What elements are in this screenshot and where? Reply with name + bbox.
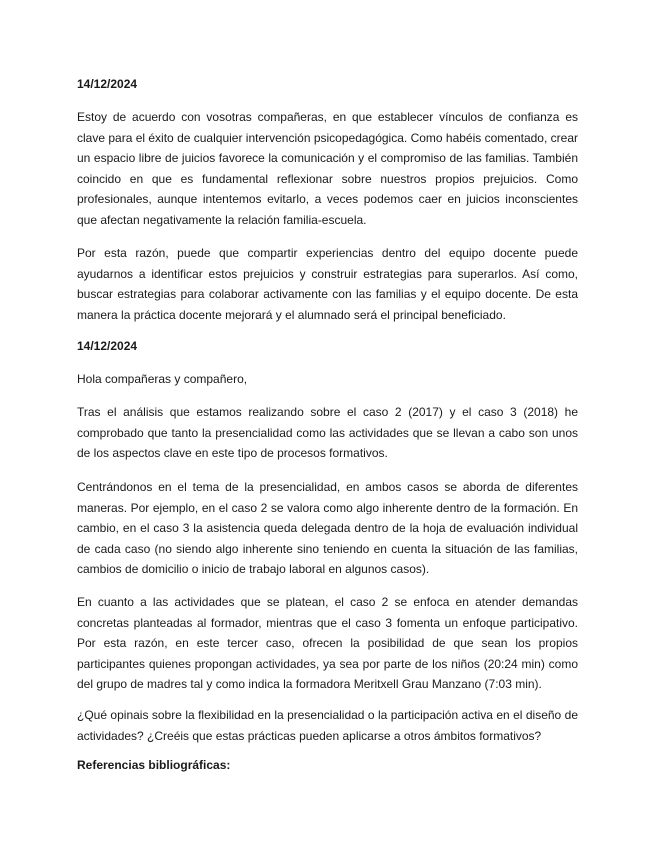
entry-2-date: 14/12/2024 xyxy=(77,339,138,353)
entry-2-paragraph-4: ¿Qué opinais sobre la flexibilidad en la presencialidad o la participación activa en el diseño de actividades? ¿Creéis que estas prácticas pueden aplicarse a otros ámbitos formativos? xyxy=(77,708,578,743)
references-heading: Referencias bibliográficas: xyxy=(77,758,231,772)
entry-1-paragraph-1: Estoy de acuerdo con vosotras compañeras, en que establecer vínculos de confianza es clave para el éxito de cualquier intervención psicopedagógica. Como habéis comentado, crear un espacio libre de juicios favorece la comunicación y el compromiso de las familias. También coincido en que es fundamental reflexionar sobre nuestros propios prejuicios. Como profesionales, aunque intentemos evitarlo, a veces podemos caer en juicios inconscientes que afectan negativamente la relación familia-escuela. xyxy=(77,110,578,227)
entry-1-paragraph-2: Por esta razón, puede que compartir experiencias dentro del equipo docente puede ayudarnos a identificar estos prejuicios y construir estrategias para superarlos. Así como, buscar estrategias para colaborar activamente con las familias y el equipo docente. De esta manera la práctica docente mejorará y el alumnado será el principal beneficiado. xyxy=(77,246,578,322)
entry-1-date: 14/12/2024 xyxy=(77,77,138,91)
entry-2-paragraph-1: Tras el análisis que estamos realizando sobre el caso 2 (2017) y el caso 3 (2018) he comprobado que tanto la presencialidad como las actividades que se llevan a cabo son unos de los aspectos clave en este tipo de procesos formativos. xyxy=(77,405,578,461)
entry-2-paragraph-2: Centrándonos en el tema de la presencialidad, en ambos casos se aborda de diferentes maneras. Por ejemplo, en el caso 2 se valora como algo inherente dentro de la formación. En cambio, en el caso 3 la asistencia queda delegada dentro de la hoja de evaluación individual de cada caso (no siendo algo inherente sino teniendo en cuenta la situación de las familias, cambios de domicilio o inicio de trabajo laboral en algunos casos). xyxy=(77,480,578,577)
entry-2-greeting: Hola compañeras y compañero, xyxy=(77,372,248,386)
entry-2-paragraph-3: En cuanto a las actividades que se platean, el caso 2 se enfoca en atender demandas concretas planteadas al formador, mientras que el caso 3 fomenta un enfoque participativo. Por esta razón, en este tercer caso, ofrecen la posibilidad de que sean los propios participantes quienes propongan actividades, ya sea por parte de los niños (20:24 min) como del grupo de madres tal y como indica la formadora Meritxell Grau Manzano (7:03 min). xyxy=(77,595,578,692)
